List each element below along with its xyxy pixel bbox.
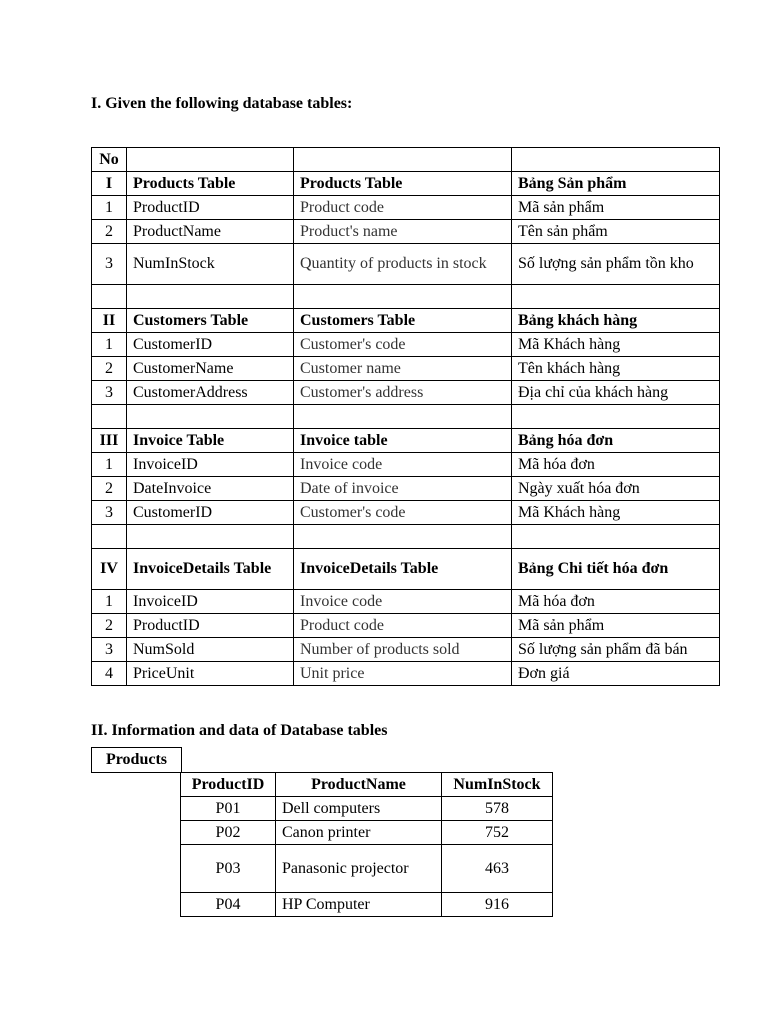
group-number: III <box>92 429 127 453</box>
spacer-cell <box>512 285 720 309</box>
schema-header-col3 <box>512 148 720 172</box>
row-number: 2 <box>92 477 127 501</box>
section-1-heading: I. Given the following database tables: <box>91 95 353 112</box>
field-name: CustomerName <box>127 357 294 381</box>
group-english-name: Products Table <box>294 172 512 196</box>
field-english-desc: Date of invoice <box>294 477 512 501</box>
spacer-row <box>92 405 720 429</box>
cell-productid: P04 <box>181 893 276 917</box>
field-vietnamese-desc: Địa chỉ của khách hàng <box>512 381 720 405</box>
field-vietnamese-desc: Mã hóa đơn <box>512 590 720 614</box>
field-english-desc: Product's name <box>294 220 512 244</box>
table-row <box>92 220 720 244</box>
field-vietnamese-desc: Ngày xuất hóa đơn <box>512 477 720 501</box>
row-number: 2 <box>92 614 127 638</box>
table-row <box>92 381 720 405</box>
group-table-name: InvoiceDetails Table <box>127 549 294 590</box>
field-name: ProductName <box>127 220 294 244</box>
field-english-desc: Customer's code <box>294 333 512 357</box>
table-row <box>92 333 720 357</box>
group-english-name: InvoiceDetails Table <box>294 549 512 590</box>
cell-productname: Canon printer <box>276 821 442 845</box>
table-row <box>181 845 553 893</box>
field-vietnamese-desc: Mã Khách hàng <box>512 501 720 525</box>
cell-numinstock: 752 <box>442 821 553 845</box>
table-row <box>92 501 720 525</box>
row-number: 1 <box>92 453 127 477</box>
group-vietnamese-name: Bảng khách hàng <box>512 309 720 333</box>
table-group-row <box>92 549 720 590</box>
row-number: 3 <box>92 638 127 662</box>
section-2-heading: II. Information and data of Database tables <box>91 722 388 739</box>
field-name: CustomerID <box>127 501 294 525</box>
table-row <box>92 477 720 501</box>
field-name: InvoiceID <box>127 453 294 477</box>
table-row <box>92 614 720 638</box>
table-row <box>181 821 553 845</box>
field-name: CustomerID <box>127 333 294 357</box>
table-group-row <box>92 309 720 333</box>
field-name: PriceUnit <box>127 662 294 686</box>
group-number: IV <box>92 549 127 590</box>
row-number: 3 <box>92 381 127 405</box>
field-vietnamese-desc: Số lượng sản phẩm tồn kho <box>512 244 720 285</box>
schema-table <box>91 147 720 686</box>
field-english-desc: Invoice code <box>294 453 512 477</box>
cell-productid: P03 <box>181 845 276 893</box>
column-header-productname: ProductName <box>276 773 442 797</box>
products-label: Products <box>92 748 182 773</box>
spacer-cell <box>127 405 294 429</box>
cell-numinstock: 578 <box>442 797 553 821</box>
cell-productname: Panasonic projector <box>276 845 442 893</box>
field-vietnamese-desc: Mã sản phẩm <box>512 196 720 220</box>
schema-header-no: No <box>92 148 127 172</box>
row-number: 2 <box>92 220 127 244</box>
table-row <box>181 893 553 917</box>
spacer-cell <box>294 405 512 429</box>
schema-header-row <box>92 148 720 172</box>
spacer-cell <box>127 285 294 309</box>
spacer-cell <box>512 525 720 549</box>
field-vietnamese-desc: Mã sản phẩm <box>512 614 720 638</box>
field-english-desc: Quantity of products in stock <box>294 244 512 285</box>
field-english-desc: Product code <box>294 614 512 638</box>
table-group-row <box>92 172 720 196</box>
field-vietnamese-desc: Mã hóa đơn <box>512 453 720 477</box>
field-english-desc: Customer's code <box>294 501 512 525</box>
field-english-desc: Customer's address <box>294 381 512 405</box>
group-table-name: Products Table <box>127 172 294 196</box>
field-vietnamese-desc: Đơn giá <box>512 662 720 686</box>
field-vietnamese-desc: Mã Khách hàng <box>512 333 720 357</box>
row-number: 1 <box>92 333 127 357</box>
row-number: 3 <box>92 501 127 525</box>
cell-productid: P01 <box>181 797 276 821</box>
group-english-name: Invoice table <box>294 429 512 453</box>
spacer-cell <box>92 405 127 429</box>
cell-productname: HP Computer <box>276 893 442 917</box>
cell-numinstock: 916 <box>442 893 553 917</box>
column-header-numinstock: NumInStock <box>442 773 553 797</box>
table-row <box>92 638 720 662</box>
field-english-desc: Invoice code <box>294 590 512 614</box>
cell-productname: Dell computers <box>276 797 442 821</box>
field-english-desc: Unit price <box>294 662 512 686</box>
spacer-cell <box>92 525 127 549</box>
spacer-cell <box>512 405 720 429</box>
cell-numinstock: 463 <box>442 845 553 893</box>
field-english-desc: Customer name <box>294 357 512 381</box>
table-row <box>92 196 720 220</box>
field-name: NumInStock <box>127 244 294 285</box>
products-header-row <box>181 773 553 797</box>
schema-header-col1 <box>127 148 294 172</box>
group-number: I <box>92 172 127 196</box>
group-english-name: Customers Table <box>294 309 512 333</box>
table-row <box>92 357 720 381</box>
field-name: InvoiceID <box>127 590 294 614</box>
column-header-productid: ProductID <box>181 773 276 797</box>
spacer-cell <box>127 525 294 549</box>
table-row <box>92 244 720 285</box>
cell-productid: P02 <box>181 821 276 845</box>
products-label-box <box>91 747 182 773</box>
row-number: 4 <box>92 662 127 686</box>
field-english-desc: Number of products sold <box>294 638 512 662</box>
products-data-table <box>180 772 553 917</box>
spacer-row <box>92 525 720 549</box>
group-vietnamese-name: Bảng hóa đơn <box>512 429 720 453</box>
spacer-cell <box>294 525 512 549</box>
row-number: 1 <box>92 590 127 614</box>
field-name: ProductID <box>127 196 294 220</box>
group-number: II <box>92 309 127 333</box>
group-vietnamese-name: Bảng Sản phẩm <box>512 172 720 196</box>
row-number: 2 <box>92 357 127 381</box>
spacer-row <box>92 285 720 309</box>
table-group-row <box>92 429 720 453</box>
row-number: 3 <box>92 244 127 285</box>
field-name: CustomerAddress <box>127 381 294 405</box>
table-row <box>92 453 720 477</box>
field-vietnamese-desc: Tên khách hàng <box>512 357 720 381</box>
field-vietnamese-desc: Số lượng sản phẩm đã bán <box>512 638 720 662</box>
field-vietnamese-desc: Tên sản phẩm <box>512 220 720 244</box>
table-row <box>92 662 720 686</box>
field-name: ProductID <box>127 614 294 638</box>
field-name: DateInvoice <box>127 477 294 501</box>
field-name: NumSold <box>127 638 294 662</box>
spacer-cell <box>294 285 512 309</box>
row-number: 1 <box>92 196 127 220</box>
schema-header-col2 <box>294 148 512 172</box>
table-row <box>92 590 720 614</box>
spacer-cell <box>92 285 127 309</box>
group-table-name: Customers Table <box>127 309 294 333</box>
group-vietnamese-name: Bảng Chi tiết hóa đơn <box>512 549 720 590</box>
table-row <box>181 797 553 821</box>
group-table-name: Invoice Table <box>127 429 294 453</box>
field-english-desc: Product code <box>294 196 512 220</box>
